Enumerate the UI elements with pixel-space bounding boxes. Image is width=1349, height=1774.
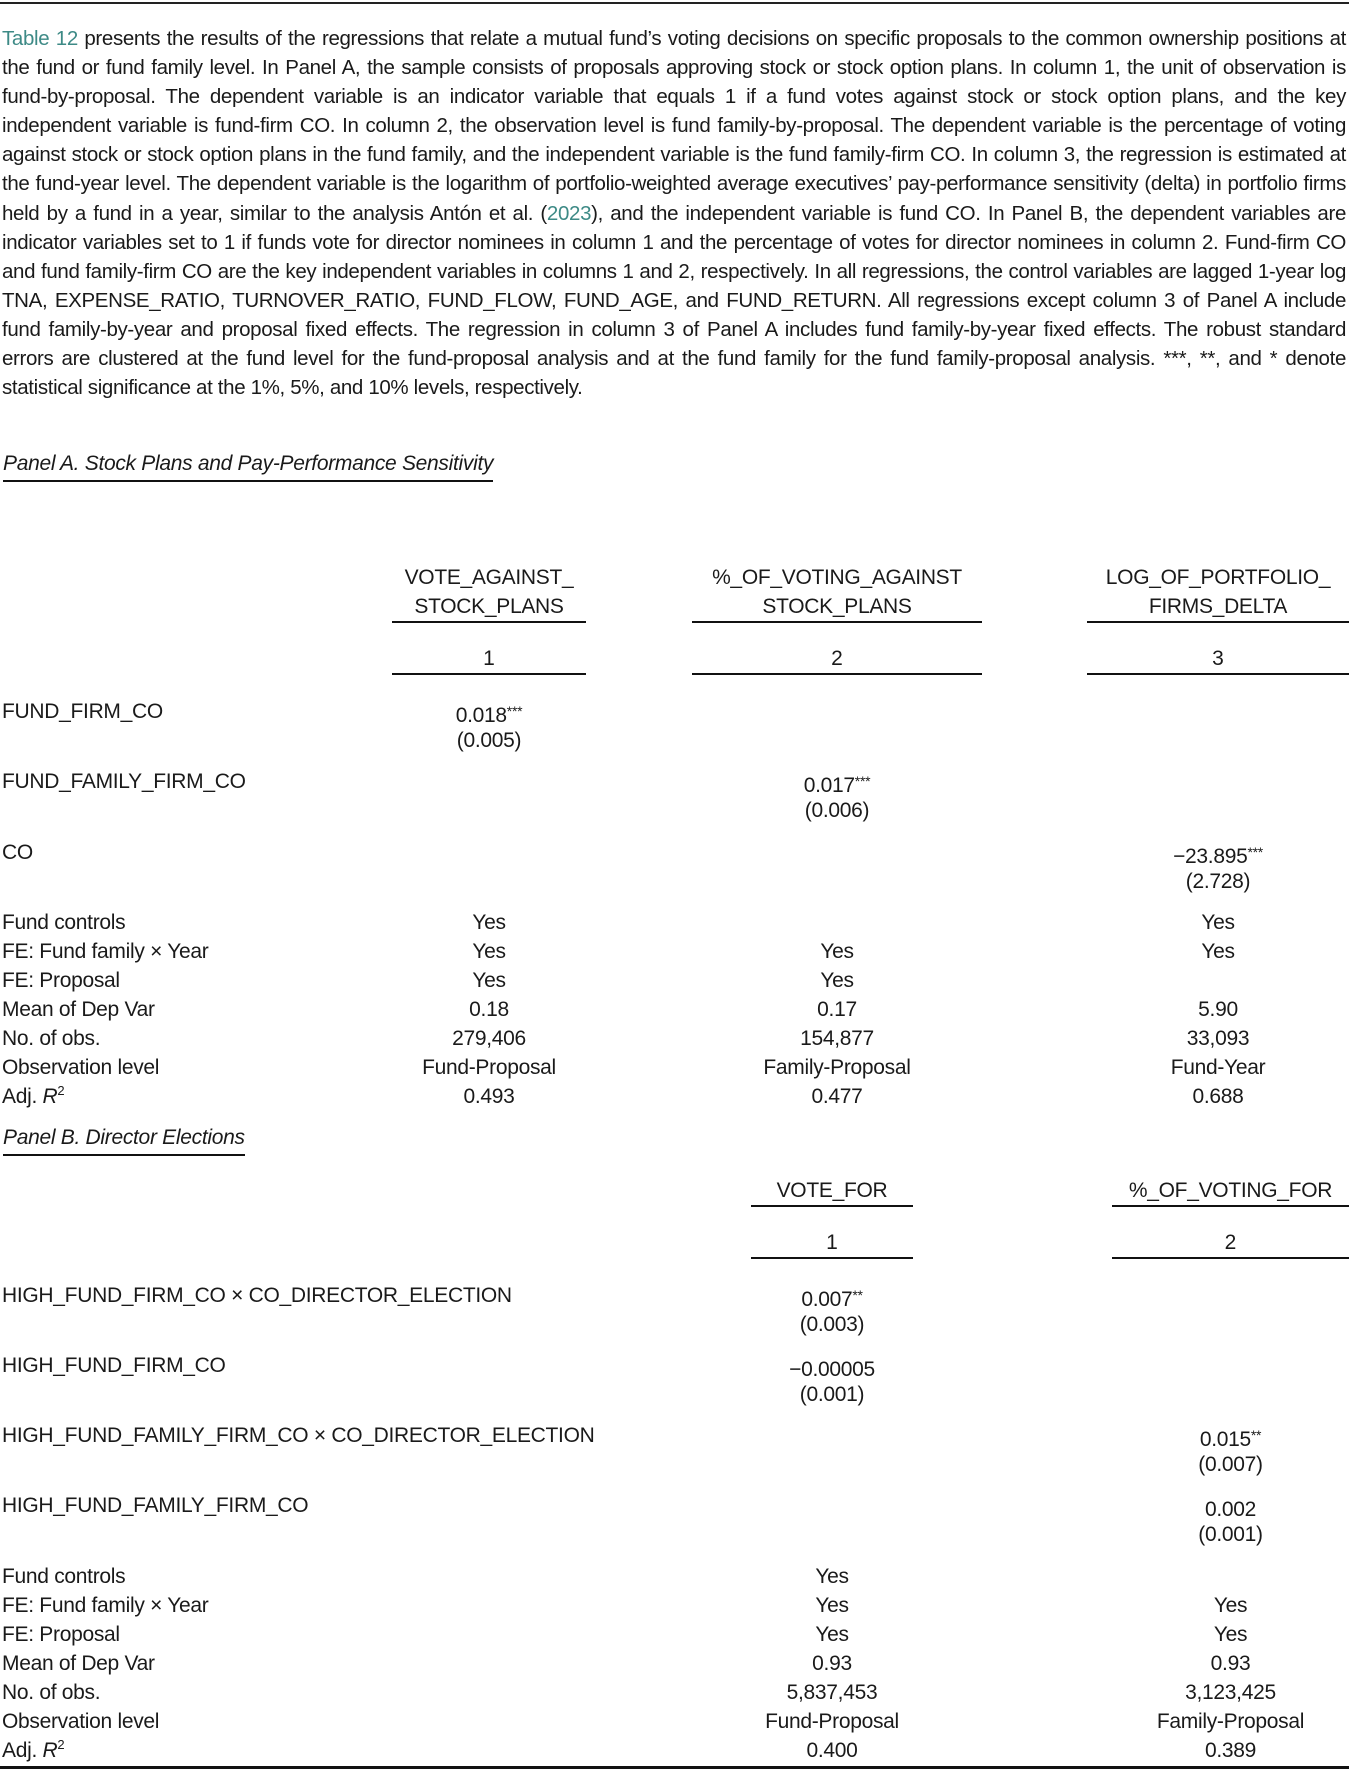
stat-value: Yes: [472, 911, 506, 934]
panel-b-title: Panel B. Director Elections: [3, 1124, 245, 1156]
col-header-line2: FIRMS_DELTA: [1148, 595, 1288, 618]
stat-value: 3,123,425: [1185, 1681, 1276, 1704]
label-superscript: 2: [57, 1737, 65, 1752]
stat-label: FE: Proposal: [2, 969, 120, 992]
panel-b-col2-header: %_OF_VOTING_FOR: [1112, 1176, 1349, 1207]
stat-value: 0.93: [812, 1652, 852, 1675]
panel-a-row-label: FUND_FAMILY_FIRM_CO: [2, 770, 246, 793]
standard-error-cell: (0.005): [456, 729, 522, 752]
panel-b-row-label: HIGH_FUND_FIRM_CO × CO_DIRECTOR_ELECTION: [2, 1284, 512, 1307]
col-header-line1: VOTE_AGAINST_: [404, 566, 574, 589]
panel-a-col1-number: 1: [392, 644, 586, 675]
panel-a-row-label: CO: [2, 841, 33, 864]
stat-value: Yes: [815, 1594, 849, 1617]
caption-text-part1: presents the results of the regressions that relate a mutual fund’s voting decisions on specific proposals to the common ownership positions at the fund or fund family level. In Panel A, the sample consists of proposals approving stock or stock option plans. In column 1, the unit of observation is fund-by-proposal. The dependent variable is an indicator variable that equals 1 if a fund votes against stock or stock option plans, and the key independent variable is fund-firm CO. In column 2, the observation level is fund family-by-proposal. The dependent variable is the percentage of voting against stock or stock option plans in the fund family, and the independent variable is the fund family-firm CO. In column 3, the regression is estimated at the fund-year level. The dependent variable is the logarithm of portfolio-weighted average executives’ pay-performance sensitivity (delta) in portfolio firms held by a fund in a year, similar to the analysis Antón et al. (: [2, 27, 1346, 225]
stat-label: FE: Fund family × Year: [2, 940, 209, 963]
panel-b-row-label: HIGH_FUND_FAMILY_FIRM_CO × CO_DIRECTOR_ELECTION: [2, 1424, 595, 1447]
standard-error-cell: (0.001): [1198, 1523, 1263, 1546]
stat-value: Family-Proposal: [1156, 1710, 1305, 1733]
panel-a-col2-header: [692, 563, 982, 623]
coefficient-value: −23.895: [1173, 845, 1248, 868]
stat-value: Fund-Year: [1170, 1056, 1266, 1079]
significance-stars: ***: [1247, 844, 1263, 860]
stat-label: No. of obs.: [2, 1681, 101, 1704]
stat-value: 0.18: [469, 998, 509, 1021]
stat-value: Yes: [1213, 1623, 1248, 1646]
significance-stars: **: [1250, 1427, 1262, 1443]
coefficient-value: 0.002: [1204, 1498, 1257, 1521]
stat-label: Mean of Dep Var: [2, 1652, 155, 1675]
coefficient-value: 0.007: [801, 1288, 853, 1311]
coefficient-value: 0.017: [803, 774, 855, 797]
col-header-line1: %_OF_VOTING_AGAINST: [712, 566, 962, 589]
panel-b-col1-number: 1: [751, 1228, 913, 1259]
table-reference-link[interactable]: Table 12: [2, 27, 78, 50]
stat-label: Observation level: [2, 1710, 160, 1733]
top-rule: [0, 2, 1349, 4]
stat-value: 0.400: [806, 1739, 858, 1762]
col-header-line2: STOCK_PLANS: [762, 595, 912, 618]
coefficient-value: 0.015: [1199, 1428, 1251, 1451]
caption-text-part2: ), and the independent variable is fund CO. In Panel B, the dependent variables are indicator variables set to 1 if funds vote for director nominees in column 1 and the percentage of votes for director nominees in column 2. Fund-firm CO and fund family-firm CO are the key independent variables in columns 1 and 2, respectively. In all regressions, the control variables are lagged 1-year log TNA, EXPENSE_RATIO, TURNOVER_RATIO, FUND_FLOW, FUND_AGE, and FUND_RETURN. All regressions except column 3 of Panel A include fund family-by-year and proposal fixed effects. The regression in column 3 of Panel A includes fund family-by-year fixed effects. The robust standard errors are clustered at the fund level for the fund-proposal analysis and at the fund family for the fund family-proposal analysis. ***, **, and * denote statistical significance at the 1%, 5%, and 10% levels, respectively.: [2, 201, 1346, 400]
col-header-line1: LOG_OF_PORTFOLIO_: [1105, 566, 1331, 589]
stat-value: 0.688: [1192, 1085, 1244, 1108]
label-r: R: [42, 1739, 58, 1762]
stat-value: Yes: [1201, 911, 1235, 934]
label-superscript: 2: [57, 1083, 65, 1098]
coefficient-value: −0.00005: [789, 1358, 875, 1381]
panel-b-col1-header: VOTE_FOR: [751, 1176, 913, 1207]
stat-value: 279,406: [452, 1027, 526, 1050]
label-text: Adj.: [2, 1739, 43, 1762]
stat-value: 0.493: [463, 1085, 515, 1108]
panel-a-col3-number: 3: [1087, 644, 1349, 675]
citation-year-link[interactable]: 2023: [546, 201, 592, 225]
stat-label: No. of obs.: [2, 1027, 101, 1050]
stat-value: 33,093: [1186, 1027, 1250, 1050]
stat-label: Mean of Dep Var: [2, 998, 155, 1021]
standard-error-cell: (0.003): [799, 1313, 865, 1336]
label-text: Adj.: [2, 1085, 43, 1108]
panel-b-row-label: HIGH_FUND_FAMILY_FIRM_CO: [2, 1494, 309, 1517]
stat-label-adj-r2: [2, 1736, 64, 1765]
significance-stars: ***: [506, 703, 523, 719]
stat-value: Fund-Proposal: [422, 1056, 556, 1079]
panel-b-col2-number: 2: [1112, 1228, 1349, 1259]
stat-label: Fund controls: [2, 911, 126, 934]
stat-value: 0.477: [811, 1085, 863, 1108]
coefficient-value: 0.018: [455, 704, 507, 727]
stat-value: Yes: [1201, 940, 1235, 963]
stat-label: Observation level: [2, 1056, 160, 1079]
stat-label: FE: Proposal: [2, 1623, 120, 1646]
bottom-rule: [0, 1766, 1349, 1769]
stat-label: Fund controls: [2, 1565, 126, 1588]
stat-value: Fund-Proposal: [765, 1710, 899, 1733]
stat-value: Yes: [815, 1565, 849, 1588]
stat-value: 0.93: [1210, 1652, 1251, 1675]
standard-error-cell: (2.728): [1185, 870, 1251, 893]
col-header-line2: STOCK_PLANS: [414, 595, 564, 618]
stat-value: 5,837,453: [786, 1681, 878, 1704]
panel-a-col1-header: [392, 563, 586, 623]
stat-value: Yes: [815, 1623, 849, 1646]
stat-value: Yes: [1213, 1594, 1248, 1617]
stat-value: Yes: [472, 940, 506, 963]
significance-stars: ***: [854, 773, 871, 789]
table-caption: [2, 24, 1346, 402]
label-r: R: [42, 1085, 58, 1108]
stat-value: 5.90: [1198, 998, 1238, 1021]
panel-a-col3-header: [1087, 563, 1349, 623]
stat-value: 0.17: [817, 998, 857, 1021]
stat-label-adj-r2: [2, 1082, 64, 1111]
panel-b-row-label: HIGH_FUND_FIRM_CO: [2, 1354, 226, 1377]
stat-label: FE: Fund family × Year: [2, 1594, 209, 1617]
standard-error-cell: (0.007): [1198, 1453, 1263, 1476]
panel-a-row-label: FUND_FIRM_CO: [2, 700, 163, 723]
panel-a-col2-number: 2: [692, 644, 982, 675]
stat-value: 0.389: [1204, 1739, 1257, 1762]
panel-a-title: Panel A. Stock Plans and Pay-Performance Sensitivity: [3, 450, 493, 482]
significance-stars: **: [852, 1287, 863, 1303]
stat-value: Yes: [820, 940, 854, 963]
standard-error-cell: (0.006): [804, 799, 870, 822]
stat-value: Yes: [820, 969, 854, 992]
stat-value: Family-Proposal: [763, 1056, 911, 1079]
stat-value: 154,877: [800, 1027, 874, 1050]
stat-value: Yes: [472, 969, 506, 992]
standard-error-cell: (0.001): [799, 1383, 865, 1406]
